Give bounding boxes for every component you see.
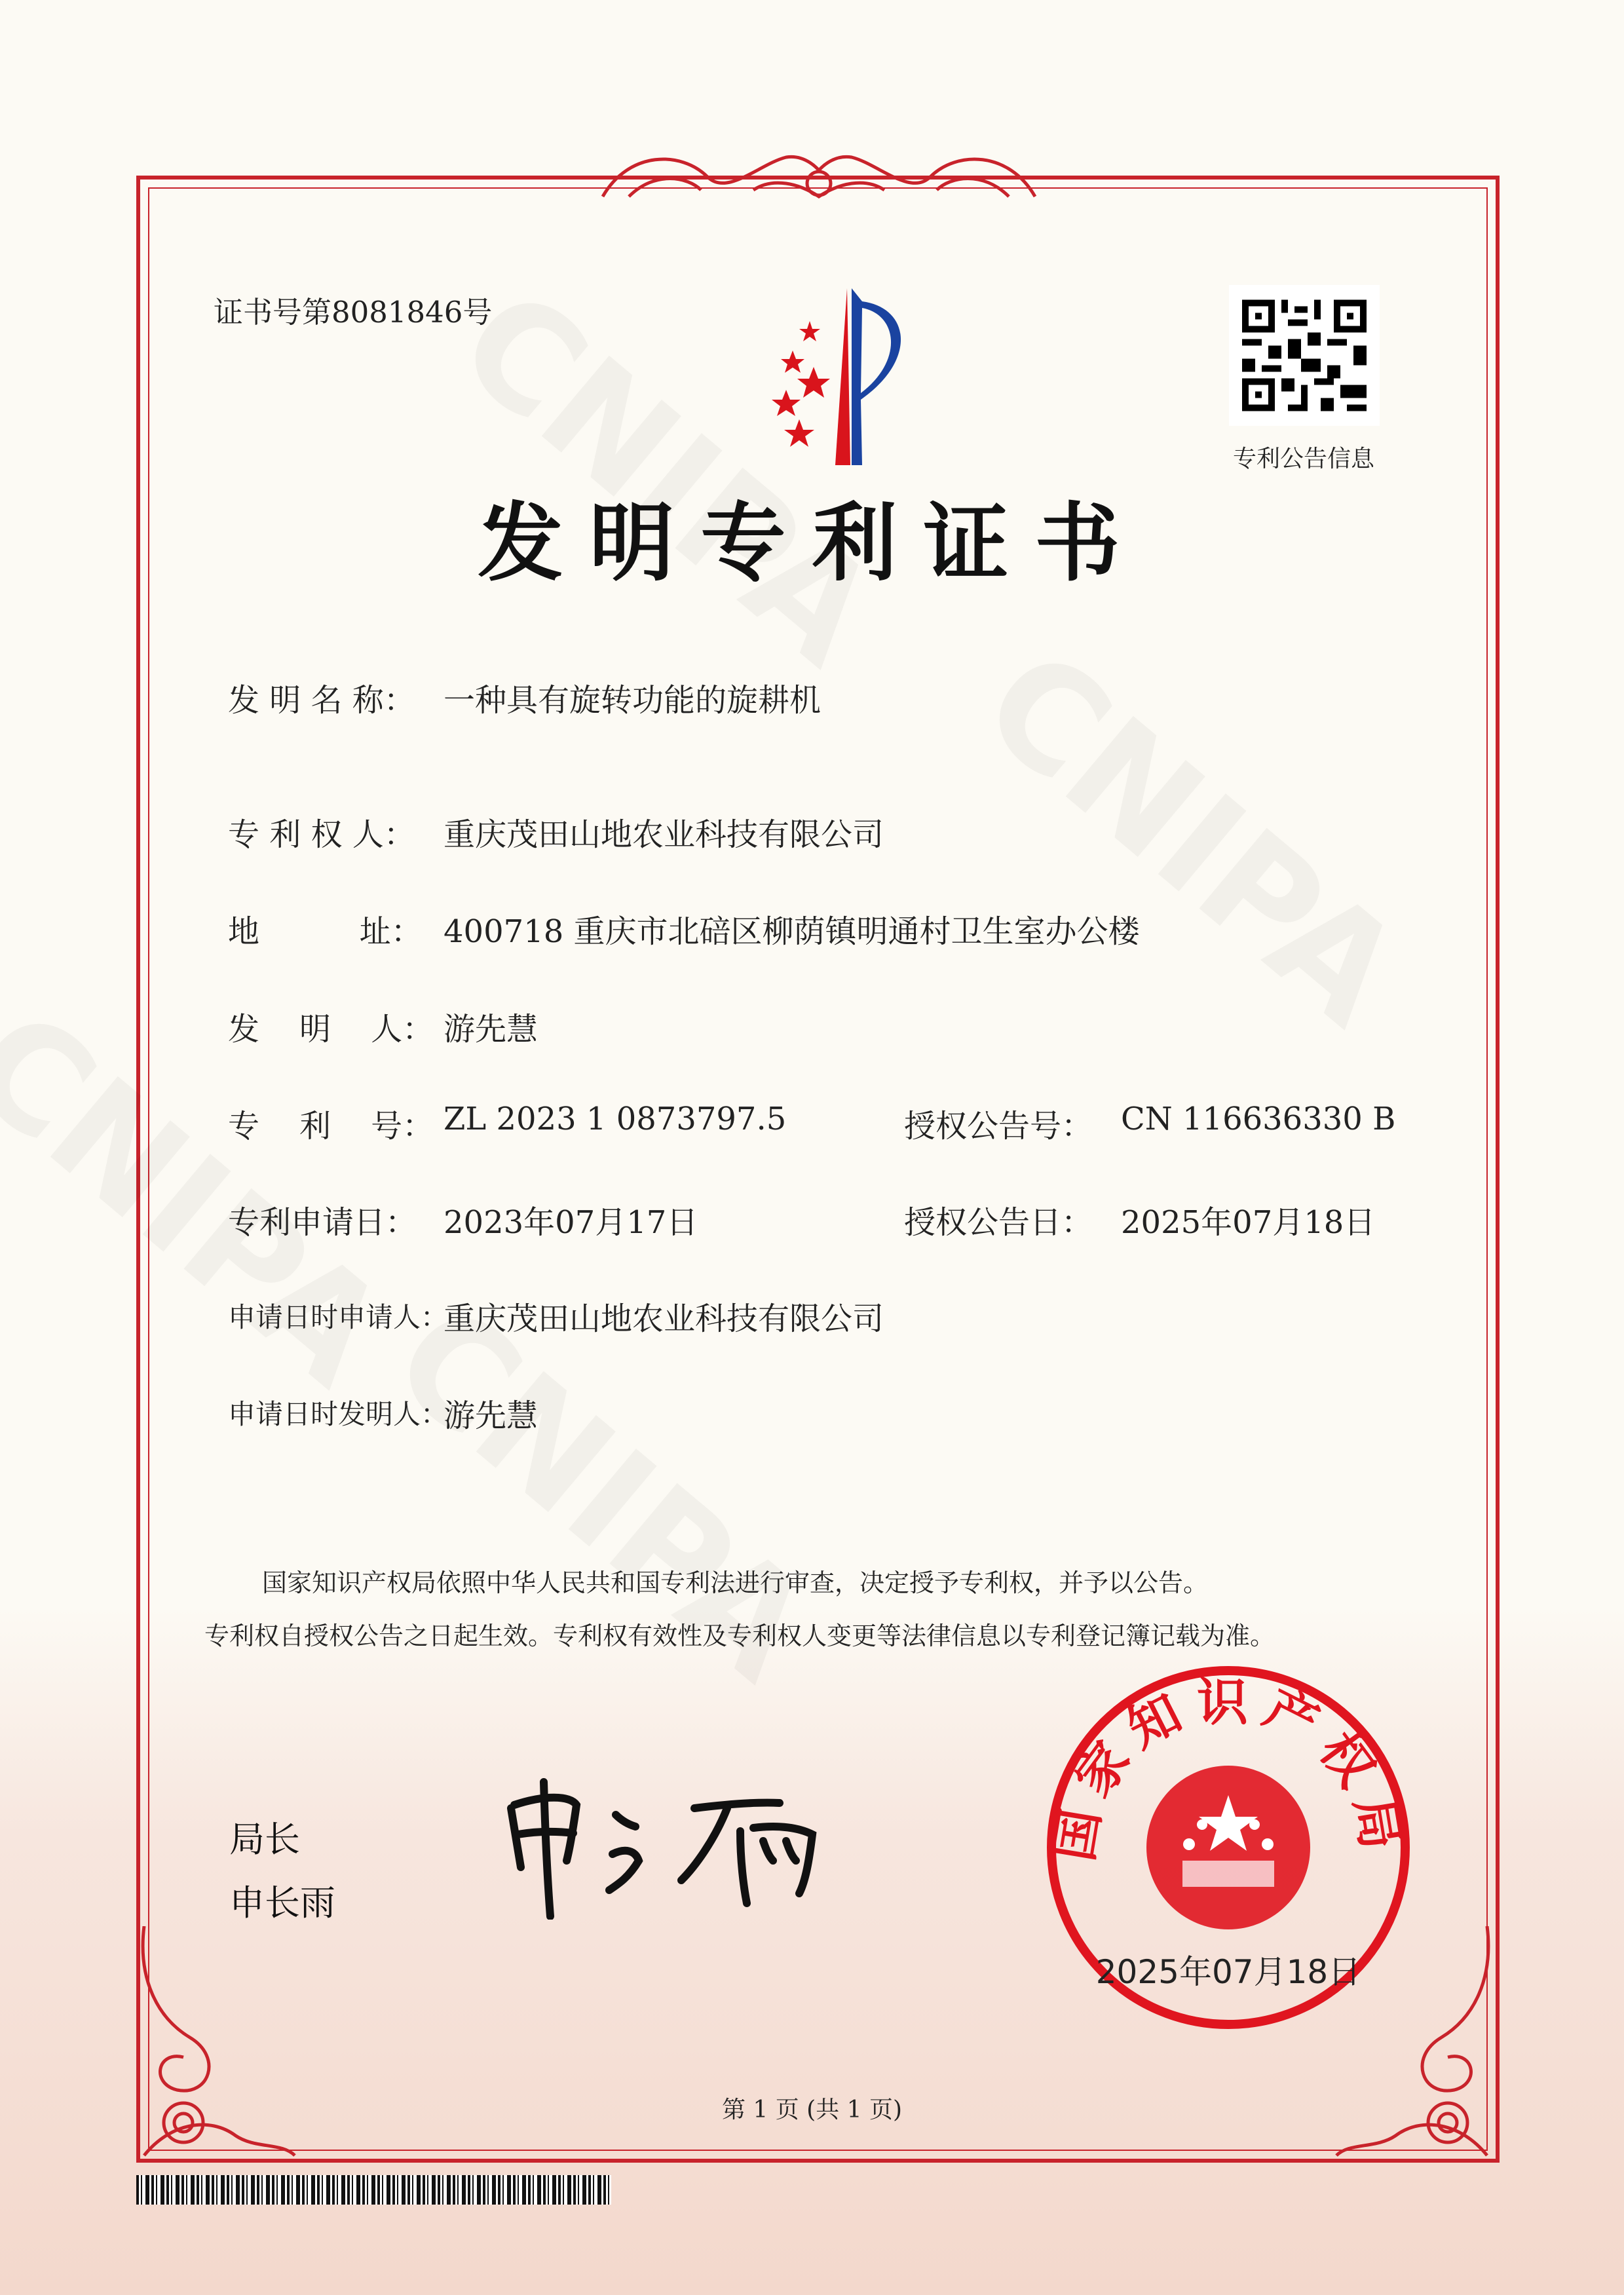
field-value-patent-number: ZL 2023 1 0873797.5 (444, 1101, 787, 1137)
field-value-applicant-at-filing: 重庆茂田山地农业科技有限公司 (444, 1300, 884, 1337)
signatory-name: 申长雨 (229, 1882, 335, 1924)
field-value-grant-number: CN 116636330 B (1121, 1101, 1396, 1137)
qr-label: 专利公告信息 (1232, 446, 1374, 472)
handwritten-signature (504, 1769, 839, 1920)
field-value-inventor-at-filing: 游先慧 (444, 1397, 538, 1434)
field-label-inventor-at-filing: 申请日时发明人： (228, 1398, 449, 1430)
page-title: 发明专利证书 (478, 493, 1146, 593)
seal-text: 国家知识产权局 (1044, 1673, 1412, 1865)
signatory-title: 局长 (229, 1819, 300, 1860)
corner-ornament-right (1330, 1926, 1500, 2162)
field-label-invention-name: 发 明 名 称： (228, 682, 415, 719)
field-label-filing-date: 专利申请日： (228, 1204, 417, 1241)
field-label-inventor: 发 明 人： (228, 1011, 434, 1048)
certificate-number: 证书号第8081846号 (214, 295, 493, 330)
statement-line-2: 专利权自授权公告之日起生效。专利权有效性及专利权人变更等法律信息以专利登记簿记载为准。 (204, 1622, 1275, 1650)
field-label-grant-number: 授权公告号： (904, 1108, 1093, 1145)
corner-ornament-left (131, 1926, 301, 2162)
field-label-grant-date: 授权公告日： (904, 1204, 1093, 1241)
field-value-grant-date: 2025年07月18日 (1121, 1204, 1376, 1241)
top-ornament (590, 138, 1048, 210)
field-value-address: 400718 重庆市北碚区柳荫镇明通村卫生室办公楼 (444, 913, 1140, 950)
field-value-invention-name: 一种具有旋转功能的旋耕机 (444, 682, 821, 719)
qr-code (1229, 285, 1380, 426)
field-label-patentee: 专 利 权 人： (228, 816, 415, 853)
field-value-filing-date: 2023年07月17日 (444, 1204, 698, 1241)
statement-line-1: 国家知识产权局依照中华人民共和国专利法进行审查，决定授予专利权，并予以公告。 (262, 1568, 1209, 1597)
field-label-patent-number: 专 利 号： (228, 1108, 434, 1145)
field-value-inventor: 游先慧 (444, 1011, 538, 1048)
field-label-applicant-at-filing: 申请日时申请人： (228, 1301, 449, 1333)
cnipa-logo (694, 282, 943, 472)
barcode (136, 2175, 611, 2205)
field-label-address: 地 址： (228, 913, 423, 950)
page-number: 第 1 页 (共 1 页) (721, 2096, 903, 2123)
seal-date: 2025年07月18日 (1095, 1953, 1361, 1991)
field-value-patentee: 重庆茂田山地农业科技有限公司 (444, 816, 884, 853)
